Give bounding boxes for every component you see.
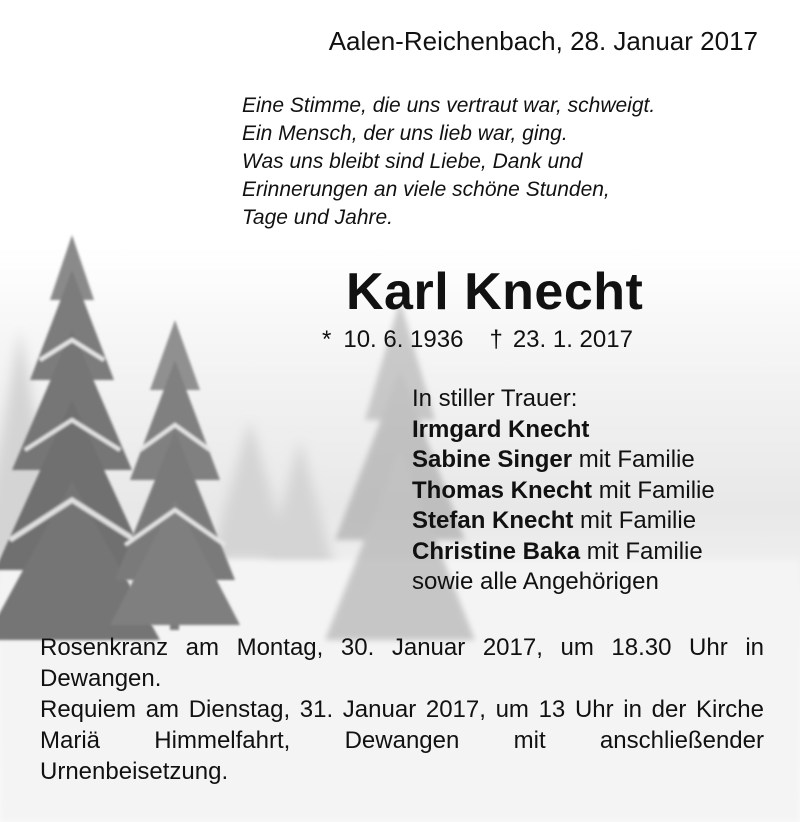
death-date: 23. 1. 2017	[512, 326, 633, 353]
place-and-date: Aalen-Reichenbach, 28. Januar 2017	[328, 26, 758, 56]
mourner-name: Thomas Knecht	[412, 476, 593, 504]
mourner-suffix: mit Familie	[586, 537, 703, 565]
life-dates	[322, 326, 633, 354]
mourner-name: Sabine Singer	[412, 446, 573, 473]
mourner-name: Stefan Knecht	[412, 507, 574, 534]
poem-line: Tage und Jahre.	[242, 206, 394, 229]
poem-line: Ein Mensch, der uns lieb war, ging.	[242, 122, 568, 145]
birth-star-icon: *	[322, 326, 332, 353]
mourner-suffix: mit Familie	[580, 507, 697, 534]
mourners-closing: sowie alle Angehörigen	[412, 568, 659, 595]
birth-date: 10. 6. 1936	[343, 326, 464, 353]
mourner-entry	[412, 537, 715, 568]
mourner-name: Irmgard Knecht	[412, 415, 590, 443]
mourner-entry	[412, 445, 715, 476]
poem-line: Eine Stimme, die uns vertraut war, schweigt.	[242, 94, 656, 117]
mourners-heading: In stiller Trauer:	[412, 385, 578, 412]
memorial-poem	[242, 92, 655, 232]
mourner-suffix: mit Familie	[598, 476, 715, 504]
mourner-suffix: mit Familie	[578, 446, 695, 473]
mourner-name: Christine Baka	[412, 537, 581, 565]
death-cross-icon: †	[489, 326, 503, 353]
mourners-list	[412, 384, 715, 598]
mourner-entry	[412, 506, 715, 537]
poem-line: Erinnerungen an viele schöne Stunden,	[242, 178, 610, 201]
mourner-entry	[412, 415, 715, 446]
poem-line: Was uns bleibt sind Liebe, Dank und	[242, 150, 583, 173]
service-details	[40, 632, 764, 787]
mourner-entry	[412, 476, 715, 507]
deceased-name: Karl Knecht	[346, 263, 644, 321]
rosary-info: Rosenkranz am Montag, 30. Januar 2017, um 18.30 Uhr in Dewangen.	[40, 634, 764, 692]
requiem-info: Requiem am Dienstag, 31. Januar 2017, um 13 Uhr in der Kirche Mariä Himmelfahrt, Dewangen mit anschließender Urnenbeisetzung.	[40, 696, 764, 785]
